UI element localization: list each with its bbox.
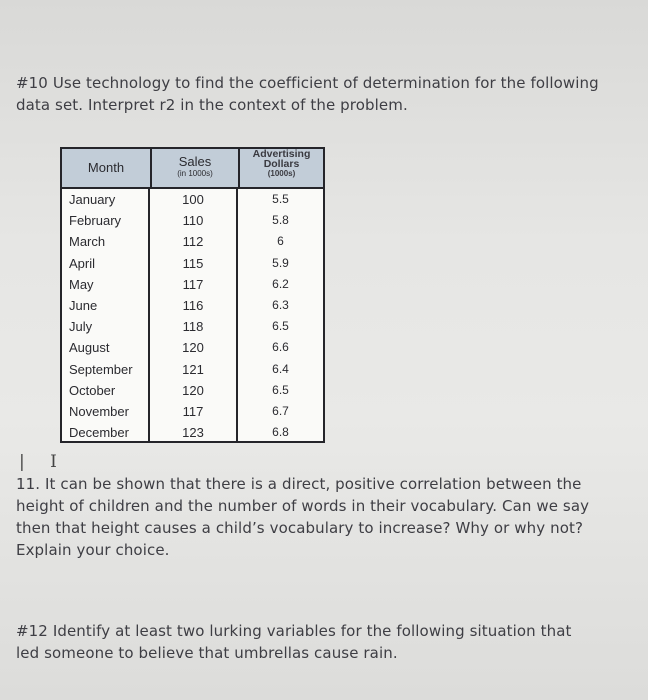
table-row (62, 253, 323, 274)
header-sales (152, 154, 238, 179)
header-sales-unit: (in 1000s) (177, 169, 213, 178)
header-adv-unit: (1000s) (267, 169, 296, 178)
table-row (62, 231, 323, 252)
cell-advertising: 6 (277, 234, 284, 249)
cell-sales: 120 (182, 382, 204, 398)
cell-advertising: 6.6 (272, 340, 289, 355)
cell-sales: 110 (182, 213, 204, 229)
text-cursor: | I (19, 452, 67, 472)
table-row (62, 359, 323, 380)
cell-month: December (69, 425, 129, 441)
cell-advertising: 6.2 (272, 276, 289, 291)
cell-advertising: 6.8 (272, 425, 289, 440)
cell-sales: 112 (182, 234, 204, 250)
cell-sales: 116 (182, 297, 204, 313)
cell-advertising: 5.5 (272, 192, 289, 206)
cell-month: May (69, 276, 94, 292)
cell-sales: 100 (182, 192, 204, 207)
cell-advertising: 6.7 (272, 403, 289, 418)
question-12-text: #12 Identify at least two lurking variables for the following situation that led someone to believe that umbrellas cause rain. (16, 622, 572, 662)
cell-advertising: 5.8 (272, 213, 289, 228)
cell-sales: 115 (182, 255, 204, 271)
cell-month: September (69, 361, 133, 377)
cell-sales: 118 (182, 319, 204, 335)
question-10-text: #10 Use technology to find the coefficient of determination for the following data set. Interpret r2 in the context of the problem. (16, 74, 599, 114)
cell-month: June (69, 297, 98, 313)
cell-month: October (69, 382, 116, 398)
header-adv-line2: Dollars (263, 158, 300, 170)
cell-month: July (69, 319, 93, 335)
table-header (62, 149, 323, 189)
cell-advertising: 6.3 (272, 297, 289, 312)
cell-sales: 117 (182, 276, 204, 292)
header-sales-label: Sales (178, 154, 212, 169)
question-11-text: 11. It can be shown that there is a direct, positive correlation between the height of children and the number of words in their vocabulary. Can we say then that height causes a child’s vocabulary to increase? Why or why not? Explain your choice. (16, 475, 590, 559)
cell-month: January (69, 192, 116, 207)
table-row (62, 189, 323, 210)
cell-sales: 120 (182, 340, 204, 356)
cell-advertising: 5.9 (272, 255, 289, 270)
cell-month: April (69, 255, 96, 271)
table-row (62, 274, 323, 295)
cell-month: February (69, 213, 122, 229)
table-row (62, 380, 323, 401)
cell-advertising: 6.5 (272, 382, 289, 397)
cell-month: August (69, 340, 110, 356)
cell-month: March (69, 234, 106, 250)
data-table (60, 147, 325, 443)
cell-sales: 123 (182, 425, 204, 441)
cell-advertising: 6.4 (272, 361, 289, 376)
cell-sales: 117 (182, 403, 204, 419)
table-row (62, 401, 323, 422)
header-adv-line1: Advertising (252, 148, 311, 160)
table-row (62, 316, 323, 337)
header-month: Month (87, 160, 125, 175)
table-row (62, 337, 323, 358)
header-advertising (240, 149, 323, 179)
table-row (62, 295, 323, 316)
cell-sales: 121 (182, 361, 204, 377)
cell-month: November (69, 403, 129, 419)
table-body (62, 189, 323, 443)
cell-advertising: 6.5 (272, 319, 289, 334)
table-row (62, 422, 323, 443)
table-row (62, 210, 323, 231)
